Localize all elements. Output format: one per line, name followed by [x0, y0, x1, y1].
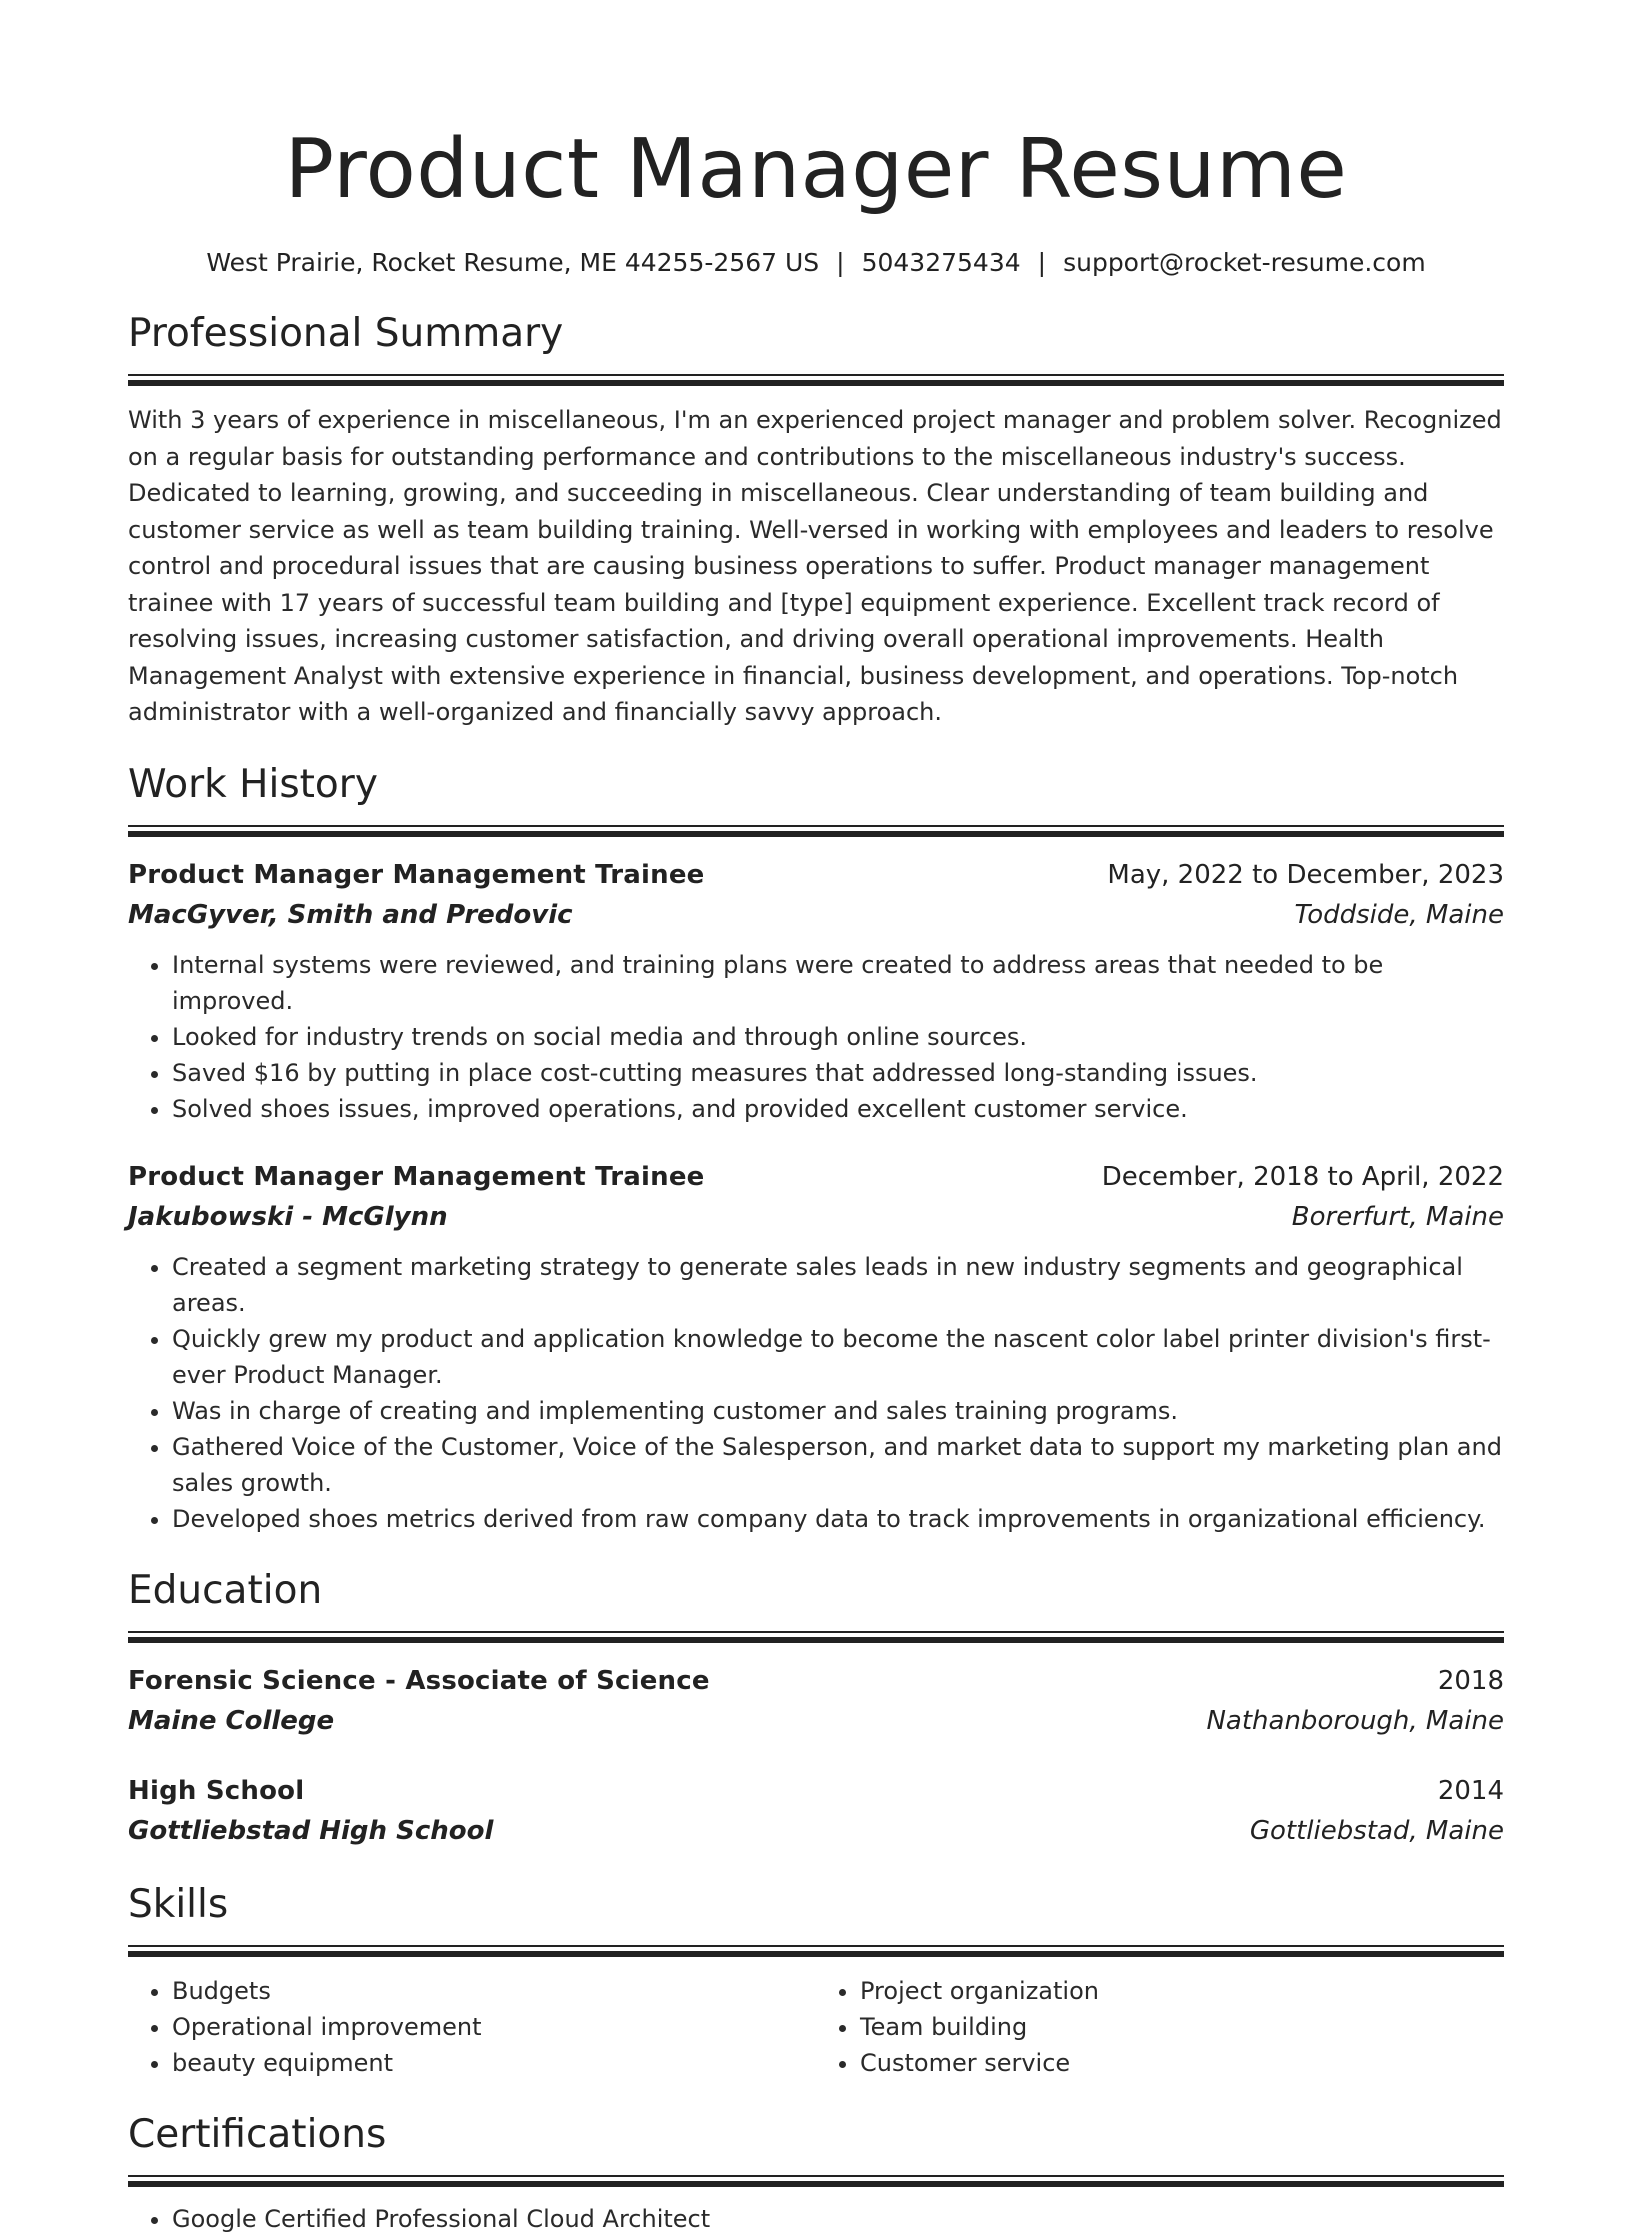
- section-divider: [128, 1631, 1504, 1645]
- resume-title: Product Manager Resume: [284, 122, 1348, 217]
- summary-section: [128, 308, 1504, 731]
- job-entry: [128, 1157, 1504, 1537]
- section-divider: [128, 374, 1504, 388]
- skill-item: • Project organization: [860, 1973, 1504, 2009]
- education-location: Nathanborough, Maine: [1206, 1705, 1504, 1736]
- education-entry: [128, 1771, 1504, 1851]
- job-bullet: • Created a segment marketing strategy to generate sales leads in new industry segments and geographical areas.: [172, 1249, 1504, 1321]
- job-location: Borerfurt, Maine: [1291, 1201, 1504, 1232]
- section-heading-education: Education: [128, 1567, 323, 1613]
- skill-item: • Operational improvement: [172, 2009, 816, 2045]
- education-section: [128, 1565, 1504, 1851]
- education-year: 2014: [1437, 1775, 1504, 1806]
- skills-column-left: [128, 1973, 816, 2081]
- skills-list: [128, 1973, 816, 2081]
- education-year: 2018: [1437, 1665, 1504, 1696]
- education-location: Gottliebstad, Maine: [1249, 1815, 1504, 1846]
- skill-item: • Budgets: [172, 1973, 816, 2009]
- contact-address: West Prairie, Rocket Resume, ME 44255-2567 US: [206, 248, 820, 277]
- education-school: Gottliebstad High School: [128, 1815, 494, 1846]
- section-heading-skills: Skills: [128, 1881, 229, 1927]
- section-divider: [128, 1945, 1504, 1959]
- job-bullet: • Was in charge of creating and implementing customer and sales training programs.: [172, 1393, 1504, 1429]
- work-section: [128, 759, 1504, 1537]
- skills-section: [128, 1879, 1504, 2081]
- job-title: Product Manager Management Trainee: [128, 859, 705, 890]
- contact-separator: |: [836, 248, 845, 277]
- certifications-section: [128, 2109, 1504, 2237]
- job-bullets: [128, 1249, 1504, 1537]
- contact-phone: 5043275434: [861, 248, 1021, 277]
- job-bullet: • Developed shoes metrics derived from raw company data to track improvements in organizational efficiency.: [172, 1501, 1504, 1537]
- education-degree: Forensic Science - Associate of Science: [128, 1665, 710, 1696]
- contact-separator: |: [1037, 248, 1047, 277]
- education-degree: High School: [128, 1775, 305, 1806]
- job-bullet: • Looked for industry trends on social media and through online sources.: [172, 1019, 1504, 1055]
- certification-item: • Google Certified Professional Cloud Architect: [172, 2201, 1504, 2237]
- summary-text: With 3 years of experience in miscellaneous, I'm an experienced project manager and problem solver. Recognized on a regular basis for outstanding performance and contributions to the miscellaneous industry's success. Dedicated to learning, growing, and succeeding in miscellaneous. Clear understanding of team building and customer service as well as team building training. Well-versed in working with employees and leaders to resolve control and procedural issues that are causing business operations to suffer. Product manager management trainee with 17 years of successful team building and [type] equipment experience. Excellent track record of resolving issues, increasing customer satisfaction, and driving overall operational improvements. Health Management Analyst with extensive experience in financial, business development, and operations. Top-notch administrator with a well-organized and financially savvy approach.: [128, 406, 1502, 726]
- job-entry: [128, 855, 1504, 1127]
- education-school: Maine College: [128, 1705, 335, 1736]
- skill-item: • beauty equipment: [172, 2045, 816, 2081]
- job-bullet: • Saved $16 by putting in place cost-cutting measures that addressed long-standing issues.: [172, 1055, 1504, 1091]
- job-dates: December, 2018 to April, 2022: [1101, 1161, 1504, 1192]
- job-bullet: • Internal systems were reviewed, and training plans were created to address areas that needed to be improved.: [172, 947, 1504, 1019]
- skill-item: • Customer service: [860, 2045, 1504, 2081]
- section-heading-summary: Professional Summary: [128, 311, 564, 356]
- job-bullet: • Gathered Voice of the Customer, Voice of the Salesperson, and market data to support my marketing plan and sales growth.: [172, 1429, 1504, 1501]
- job-bullet: • Quickly grew my product and application knowledge to become the nascent color label printer division's first-ever Product Manager.: [172, 1321, 1504, 1393]
- job-location: Toddside, Maine: [1294, 899, 1504, 930]
- job-title: Product Manager Management Trainee: [128, 1161, 705, 1192]
- skill-item: • Team building: [860, 2009, 1504, 2045]
- job-bullet: • Solved shoes issues, improved operations, and provided excellent customer service.: [172, 1091, 1504, 1127]
- skills-columns: [128, 1973, 1504, 2081]
- section-divider: [128, 2175, 1504, 2189]
- section-heading-certifications: Certifications: [128, 2111, 387, 2157]
- section-heading-work: Work History: [128, 761, 378, 807]
- job-company: MacGyver, Smith and Predovic: [128, 899, 573, 930]
- contact-email[interactable]: support@rocket-resume.com: [1063, 248, 1426, 277]
- job-dates: May, 2022 to December, 2023: [1107, 859, 1504, 890]
- certifications-list: [128, 2201, 1504, 2237]
- education-entry: [128, 1661, 1504, 1741]
- job-bullets: [128, 947, 1504, 1127]
- skills-list: [816, 1973, 1504, 2081]
- skills-column-right: [816, 1973, 1504, 2081]
- job-company: Jakubowski - McGlynn: [128, 1201, 448, 1232]
- section-divider: [128, 825, 1504, 839]
- contact-line: [128, 246, 1504, 280]
